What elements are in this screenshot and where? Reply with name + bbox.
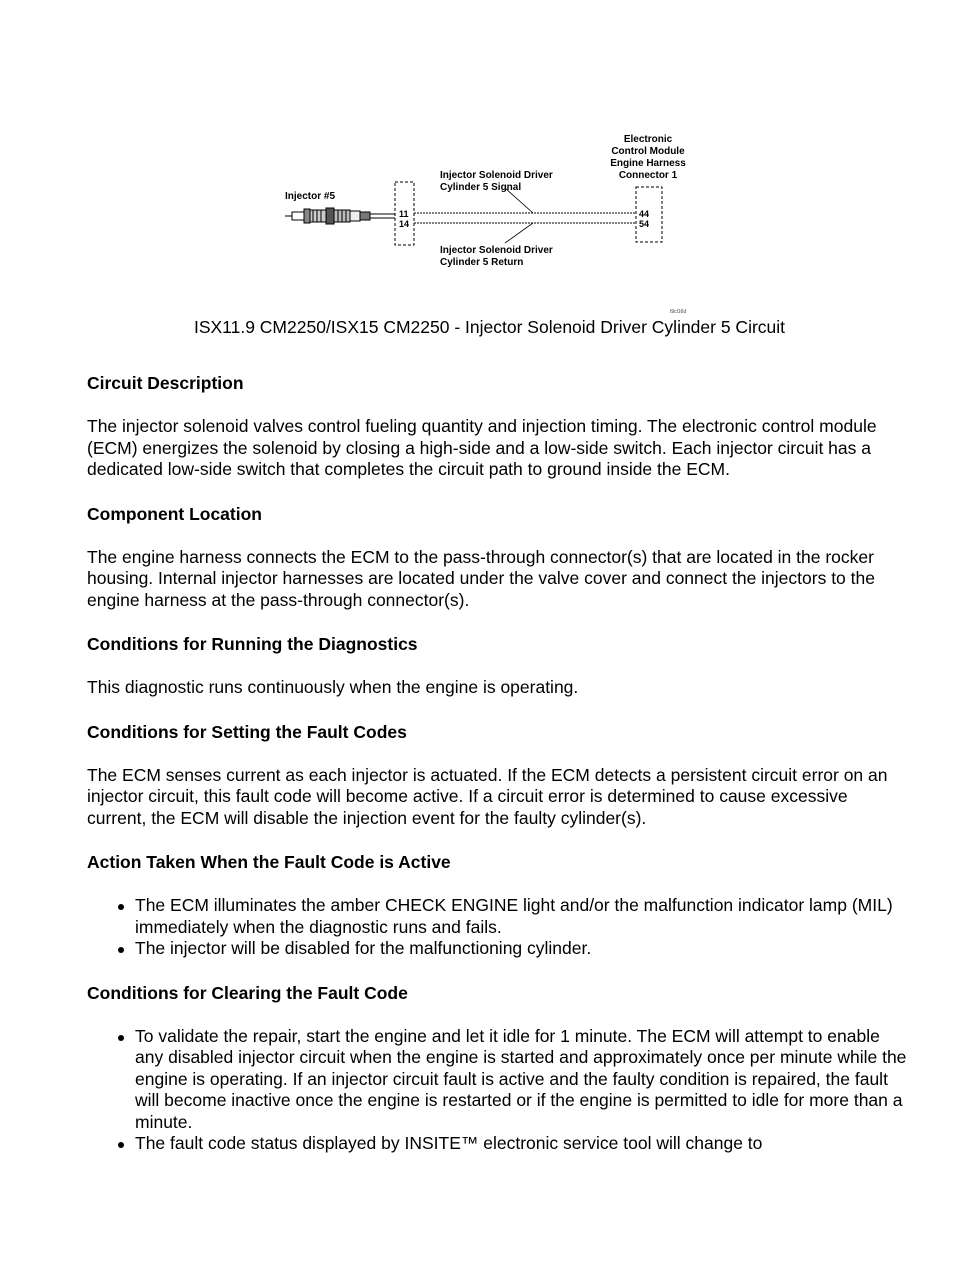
ecm-label-line2: Control Module [611,146,685,157]
list-item-text: To validate the repair, start the engine and let it idle for 1 minute. The ECM will attempt to enable any disabled injector circuit when the engine is started and approximately once per minute while the engine is operating. If an injector circuit fault is active and the faulty condition is repaired, the fault will become inactive once the engine is restarted or if the engine is permitted to idle for more than a minute. [135,1025,907,1132]
ecm-label-line4: Connector 1 [618,170,678,181]
return-label-line2: Cylinder 5 Return [440,257,524,268]
circuit-diagram [280,125,700,320]
injector-label: Injector #5 [285,191,336,202]
component-location-text: The engine harness connects the ECM to the pass-through connector(s) that are located in the rocker housing. Internal injector harnesses are located under the valve cover and connect the injectors to the engine harness at the pass-through connector(s). [87,546,875,610]
signal-label-line2: Cylinder 5 Signal [440,182,522,193]
ecm-label-line3: Engine Harness [610,158,686,169]
conditions-clearing-list [87,1026,907,1155]
list-item [135,1133,907,1155]
circuit-description-text: The injector solenoid valves control fueling quantity and injection timing. The electronic control module (ECM) energizes the solenoid by closing a high-side and a low-side switch. Each injector circuit has a dedicated low-side switch that completes the circuit path to ground inside the ECM. [87,416,877,479]
section-heading-conditions-clearing: Conditions for Clearing the Fault Code [87,982,408,1003]
bullet-icon [118,904,124,910]
ecm-label-line1: Electronic [623,134,673,145]
action-taken-list [87,895,907,960]
signal-label-line1: Injector Solenoid Driver [440,170,553,181]
section-heading-component-location: Component Location [87,503,262,524]
bullet-icon [118,1142,124,1148]
right-pin-top: 44 [639,209,650,219]
document-body [87,372,907,1155]
list-item-text: The injector will be disabled for the malfunctioning cylinder. [135,938,592,958]
section-heading-conditions-setting: Conditions for Setting the Fault Codes [87,721,407,742]
section-heading-conditions-running: Conditions for Running the Diagnostics [87,634,418,654]
return-leader [505,223,533,243]
right-pin-bottom: 54 [639,219,650,229]
bullet-icon [118,947,124,953]
list-item [135,938,907,960]
list-item-text: The fault code status displayed by INSITE™ electronic service tool will change to [135,1133,763,1153]
conditions-running-text: This diagnostic runs continuously when the engine is operating. [87,677,579,697]
bullet-icon [118,1035,124,1041]
left-pin-top: 11 [399,209,409,219]
figure-code: t9cl16d [670,309,687,315]
injector-icon [285,208,395,224]
section-heading-circuit-description: Circuit Description [87,373,244,393]
return-label-line1: Injector Solenoid Driver [440,245,553,256]
figure-caption: ISX11.9 CM2250/ISX15 CM2250 - Injector Solenoid Driver Cylinder 5 Circuit [193,317,786,337]
left-pin-bottom: 14 [399,219,410,229]
conditions-setting-text: The ECM senses current as each injector is actuated. If the ECM detects a persistent circuit error on an injector circuit, this fault code will become active. If a circuit error is determined to cause excessive current, the ECM will disable the injection event for the faulty cylinder(s). [87,764,888,828]
list-item [135,895,907,938]
list-item-text: The ECM illuminates the amber CHECK ENGINE light and/or the malfunction indicator lamp (MIL) immediately when the diagnostic runs and fails. [135,895,893,937]
section-heading-action-taken: Action Taken When the Fault Code is Active [87,852,451,872]
list-item [135,1026,907,1134]
